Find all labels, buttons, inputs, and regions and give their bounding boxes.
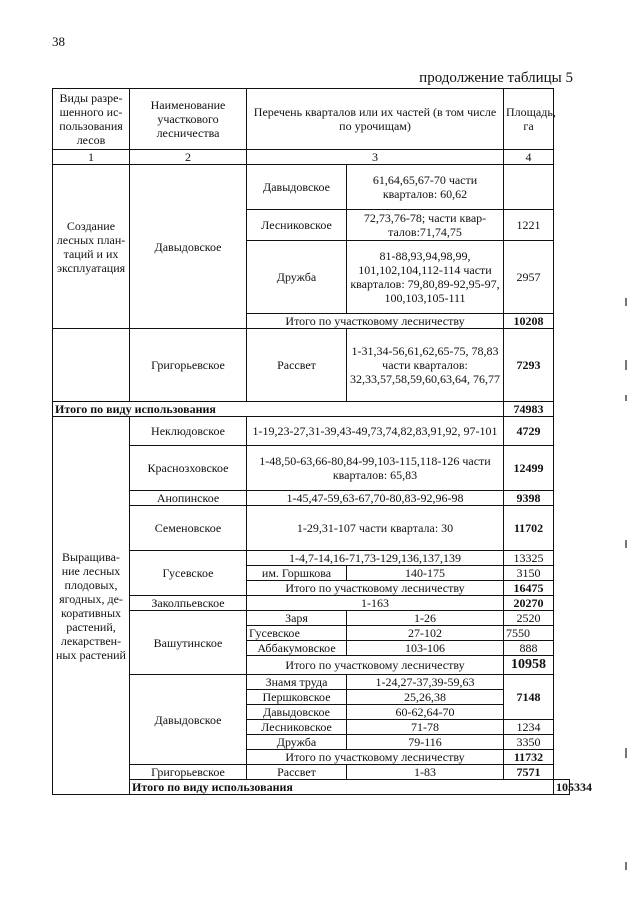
- area-cell: 11702: [504, 506, 554, 551]
- area-cell: 13325: [504, 551, 554, 566]
- total-row: [53, 780, 570, 795]
- quarters-cell: 1-19,23-27,31-39,43-49,73,74,82,83,91,92, 97-101: [247, 417, 504, 446]
- quarters-cell: 79-116: [347, 735, 504, 750]
- tract-cell: Заря: [247, 611, 347, 626]
- tract-cell: Рассвет: [247, 765, 347, 780]
- col-number: 1: [53, 150, 130, 165]
- quarters-cell: 61,64,65,67-70 части кварталов: 60,62: [347, 165, 504, 210]
- forestry-cell: Григорьевское: [130, 329, 247, 402]
- scan-artifact: [625, 748, 627, 758]
- area-cell: 7293: [504, 329, 554, 402]
- area-cell: 20270: [504, 596, 554, 611]
- table-continuation-caption: продолжение таблицы 5: [419, 70, 573, 86]
- subtotal-label: Итого по участковому лесничеству: [247, 581, 504, 596]
- table-row: [53, 765, 570, 780]
- header-forestry: Наименование участкового лесничества: [130, 89, 247, 150]
- quarters-cell: 27-102: [347, 626, 504, 641]
- col-number: 3: [247, 150, 504, 165]
- forestry-cell: Давыдовское: [130, 675, 247, 765]
- tract-cell: Лесниковское: [247, 720, 347, 735]
- quarters-cell: 1-83: [347, 765, 504, 780]
- table-row: [53, 491, 570, 506]
- area-cell: 888: [504, 641, 554, 656]
- forestry-cell: Заколпьевское: [130, 596, 247, 611]
- tract-cell: Знамя труда: [247, 675, 347, 690]
- table-row: [53, 611, 570, 626]
- quarters-cell: 1-4,7-14,16-71,73-129,136,137,139: [247, 551, 504, 566]
- quarters-cell: 60-62,64-70: [347, 705, 504, 720]
- quarters-cell: 1-24,27-37,39-59,63: [347, 675, 504, 690]
- subtotal-area: 10958: [504, 656, 554, 675]
- total-area: 74983: [504, 402, 554, 417]
- table-row: [53, 165, 570, 210]
- subtotal-area: 11732: [504, 750, 554, 765]
- tract-cell: Лесниковское: [247, 210, 347, 241]
- tract-cell: Давыдовское: [247, 705, 347, 720]
- tract-cell: Аббакумовское: [247, 641, 347, 656]
- col-number: 2: [130, 150, 247, 165]
- scan-artifact: [625, 395, 627, 401]
- quarters-cell: 72,73,76-78; части квар-талов:71,74,75: [347, 210, 504, 241]
- table-row: [53, 446, 570, 491]
- total-area: 105334: [554, 780, 570, 795]
- area-cell: 12499: [504, 446, 554, 491]
- quarters-table: [52, 88, 593, 795]
- header-use-type: Виды разре-шенного ис-пользования лесов: [53, 89, 130, 150]
- use-type-cell: Выращива-ние лесных плодовых, ягодных, де-коративных растений, лекарствен-ных растений: [53, 417, 130, 795]
- tract-cell: Давыдовское: [247, 165, 347, 210]
- forestry-cell: Гусевское: [130, 551, 247, 596]
- table-row: [53, 329, 570, 402]
- area-cell: [504, 165, 554, 210]
- forestry-cell: Григорьевское: [130, 765, 247, 780]
- area-cell: 7550: [504, 626, 554, 641]
- table-header-row: [53, 89, 570, 150]
- quarters-cell: 1-29,31-107 части квартала: 30: [247, 506, 504, 551]
- subtotal-label: Итого по участковому лесничеству: [247, 314, 504, 329]
- forestry-cell: Краснозховское: [130, 446, 247, 491]
- tract-cell: Дружба: [247, 241, 347, 314]
- forestry-cell: Вашутинское: [130, 611, 247, 675]
- area-cell: 7571: [504, 765, 554, 780]
- area-cell: 1221: [504, 210, 554, 241]
- table-row: [53, 596, 570, 611]
- header-quarters: Перечень кварталов или их частей (в том числе по урочищам): [247, 89, 504, 150]
- table-number-row: [53, 150, 570, 165]
- scan-artifact: [625, 360, 627, 370]
- subtotal-area: 16475: [504, 581, 554, 596]
- quarters-cell: 1-48,50-63,66-80,84-99,103-115,118-126 части кварталов: 65,83: [247, 446, 504, 491]
- table-row: [53, 417, 570, 446]
- area-cell: 2520: [504, 611, 554, 626]
- tract-cell: Гусевское: [247, 626, 347, 641]
- scan-artifact: [625, 540, 627, 548]
- tract-cell: им. Горшкова: [247, 566, 347, 581]
- quarters-cell: 71-78: [347, 720, 504, 735]
- area-cell: 7148: [504, 675, 554, 720]
- forestry-cell: Семеновское: [130, 506, 247, 551]
- forestry-cell: Неклюдовское: [130, 417, 247, 446]
- quarters-cell: 140-175: [347, 566, 504, 581]
- area-cell: 3350: [504, 735, 554, 750]
- total-row: [53, 402, 570, 417]
- subtotal-label: Итого по участковому лесничеству: [247, 750, 504, 765]
- header-area: Площадь, га: [504, 89, 554, 150]
- page-number: 38: [52, 34, 65, 49]
- quarters-cell: 1-31,34-56,61,62,65-75, 78,83 части кварталов: 32,33,57,58,59,60,63,64, 76,77: [347, 329, 504, 402]
- tract-cell: Дружба: [247, 735, 347, 750]
- subtotal-label: Итого по участковому лесничеству: [247, 656, 504, 675]
- area-cell: 2957: [504, 241, 554, 314]
- quarters-cell: 1-26: [347, 611, 504, 626]
- area-cell: 3150: [504, 566, 554, 581]
- area-cell: 9398: [504, 491, 554, 506]
- table-row: [53, 675, 570, 690]
- scan-artifact: [625, 298, 627, 306]
- tract-cell: Першковское: [247, 690, 347, 705]
- use-type-cell: [53, 329, 130, 402]
- scan-artifact: [625, 862, 627, 870]
- col-number: 4: [504, 150, 554, 165]
- area-cell: 1234: [504, 720, 554, 735]
- quarters-cell: 81-88,93,94,98,99, 101,102,104,112-114 части кварталов: 79,80,89-92,95-97, 100,103,105-111: [347, 241, 504, 314]
- total-label: Итого по виду использования: [53, 402, 504, 417]
- area-cell: 4729: [504, 417, 554, 446]
- quarters-cell: 1-163: [247, 596, 504, 611]
- table-row: [53, 506, 570, 551]
- table-row: [53, 551, 570, 566]
- quarters-cell: 1-45,47-59,63-67,70-80,83-92,96-98: [247, 491, 504, 506]
- quarters-cell: 25,26,38: [347, 690, 504, 705]
- forestry-cell: Анопинское: [130, 491, 247, 506]
- use-type-cell: Создание лесных план-таций и их эксплуатация: [53, 165, 130, 329]
- forestry-cell: Давыдовское: [130, 165, 247, 329]
- subtotal-area: 10208: [504, 314, 554, 329]
- total-label: Итого по виду использования: [130, 780, 554, 795]
- tract-cell: Рассвет: [247, 329, 347, 402]
- quarters-cell: 103-106: [347, 641, 504, 656]
